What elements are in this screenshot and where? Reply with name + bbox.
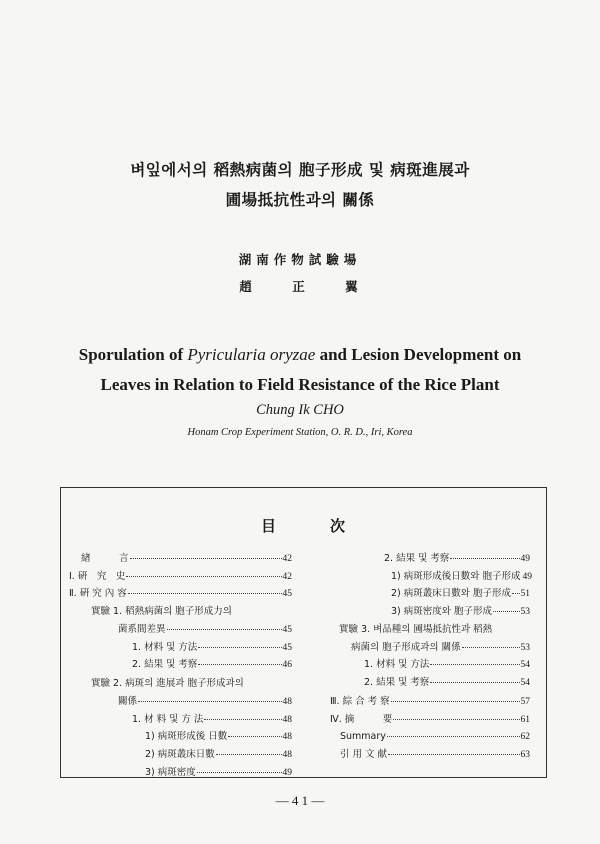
toc-entry-page: 48	[282, 732, 292, 742]
toc-entry-page: 53	[520, 607, 530, 617]
toc-entry-title: 2) 病斑叢床日數와 胞子形成	[391, 588, 511, 599]
toc-entry	[340, 749, 530, 761]
toc-entry-title: Ⅰ. 硏 究 史	[69, 571, 126, 582]
toc-entry-page: 48	[282, 750, 292, 760]
toc-entry	[351, 642, 530, 654]
toc-leader-dots	[450, 558, 519, 559]
english-title-line-1	[0, 345, 600, 365]
toc-entry-title: 引 用 文 献	[340, 749, 388, 760]
toc-entry-page: 45	[282, 625, 292, 635]
toc-entry-title: Ⅳ. 摘 要	[330, 714, 393, 725]
english-title-pre: Sporulation of	[78, 345, 188, 364]
korean-title-line-2: 圃場抵抗性과의 關係	[225, 191, 375, 209]
toc-right-column	[61, 488, 546, 777]
toc-leader-dots	[493, 611, 520, 612]
toc-entry-page: 53	[520, 643, 530, 653]
toc-entry-title: 2. 結果 및 考察	[384, 553, 450, 564]
toc-entry-heading: 實驗 3. 벼品種의 圃場抵抗性과 稻熱	[339, 624, 493, 635]
toc-entry	[340, 731, 530, 743]
author-name: Chung Ik CHO	[256, 402, 344, 418]
toc-entry-page: 51	[520, 589, 530, 599]
toc-entry	[330, 696, 530, 708]
toc-entry-title: 3) 病斑密度	[145, 767, 196, 778]
toc-entry-title: 緖 言	[81, 553, 129, 564]
toc-leader-dots	[430, 682, 519, 683]
toc-entry	[391, 606, 530, 618]
toc-entry-title: 1) 病斑形成後日數와 胞子形成	[391, 571, 521, 582]
toc-entry-page: 49	[520, 554, 530, 564]
korean-title-line-1: 벼잎에서의 稻熱病菌의 胞子形成 및 病斑進展과	[130, 161, 470, 179]
toc-entry-page: 45	[282, 589, 292, 599]
toc-entry-page: 63	[520, 750, 530, 760]
toc-entry-title: 2. 結果 및 考察	[364, 677, 430, 688]
toc-entry-page: 62	[520, 732, 530, 742]
toc-leader-dots	[430, 664, 519, 665]
korean-organization: 湖南作物試驗場	[238, 252, 362, 267]
toc-entry	[330, 714, 530, 726]
toc-entry-title: 1. 材料 및 方法	[364, 659, 430, 670]
toc-entry-page: 49	[282, 768, 292, 778]
toc-entry-heading: 實驗 2. 病斑의 進展과 胞子形成과의	[91, 678, 244, 689]
toc-entry-page: 42	[282, 554, 292, 564]
toc-entry-page: 45	[282, 643, 292, 653]
toc-leader-dots	[388, 754, 519, 755]
toc-entry-title: 1. 材料 및 方法	[132, 642, 198, 653]
toc-entry-title: 2. 結果 및 考察	[132, 659, 198, 670]
table-of-contents	[60, 487, 547, 778]
toc-leader-dots	[462, 647, 520, 648]
toc-entry-page: 42	[282, 572, 292, 582]
toc-heading-char-1: 目	[261, 517, 277, 535]
english-title-species: Pyricularia oryzae	[187, 345, 316, 364]
toc-entry	[391, 571, 530, 583]
toc-entry-page: 48	[282, 697, 292, 707]
english-title-line-2: Leaves in Relation to Field Resistance of the Rice Plant	[100, 375, 500, 394]
toc-heading-char-2: 次	[330, 517, 346, 535]
toc-entry	[391, 588, 530, 600]
toc-entry	[364, 677, 530, 689]
toc-entry-title: Ⅱ. 硏 究 內 容	[69, 588, 127, 599]
toc-entry-page: 46	[282, 660, 292, 670]
author-affiliation: Honam Crop Experiment Station, O. R. D., Iri, Korea	[187, 427, 413, 438]
toc-entry-page: 57	[520, 697, 530, 707]
toc-entry-title: 1) 病斑形成後 日數	[145, 731, 228, 742]
toc-entry-title: 關係	[118, 696, 138, 707]
toc-entry-heading: 實驗 1. 稻熱病菌의 胞子形成力의	[91, 606, 232, 617]
toc-entry-title: Ⅲ. 綜 合 考 察	[330, 696, 390, 707]
toc-entry-page: 49	[522, 572, 532, 582]
toc-entry-title: 2) 病斑叢床日數	[145, 749, 215, 760]
toc-leader-dots	[391, 701, 520, 702]
toc-leader-dots	[393, 719, 519, 720]
toc-entry-title: 1. 材 料 및 方 法	[132, 714, 204, 725]
toc-leader-dots	[512, 593, 520, 594]
toc-entry-title: 菌系間差異	[118, 624, 166, 635]
toc-entry	[384, 553, 530, 565]
english-title-post: and Lesion Development on	[315, 345, 522, 364]
toc-entry-page: 54	[520, 660, 530, 670]
toc-leader-dots	[387, 736, 520, 737]
korean-author: 趙 正 翼	[239, 279, 361, 294]
page-number: — 4 1 —	[275, 793, 325, 808]
toc-entry-title: 病菌의 胞子形成과의 關係	[351, 642, 461, 653]
toc-entry-title: Summary	[340, 731, 386, 742]
toc-entry	[364, 659, 530, 671]
toc-entry-page: 54	[520, 678, 530, 688]
toc-entry-page: 61	[520, 715, 530, 725]
toc-entry-title: 3) 病斑密度와 胞子形成	[391, 606, 492, 617]
toc-entry-page: 48	[282, 715, 292, 725]
